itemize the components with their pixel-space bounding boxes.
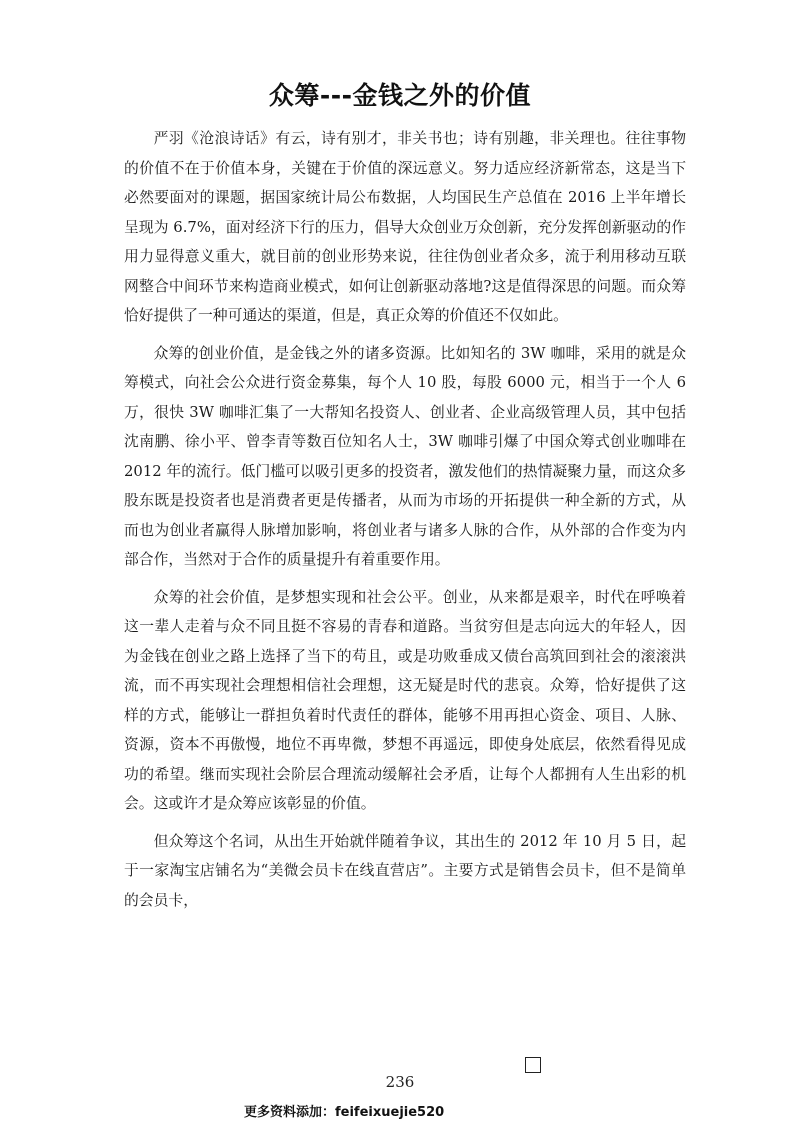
footer-note: 更多资料添加：feifeixuejie520 — [244, 1105, 445, 1120]
paragraph: 众筹的创业价值，是金钱之外的诸多资源。比如知名的 3W 咖啡，采用的就是众筹模式，向社会公众进行资金募集，每个人 10 股，每股 6000 元，相当于一个人 6 万，很快 3W 咖啡汇集了一大帮知名投资人、创业者、企业高级管理人员，其中包括沈南鹏、徐小平、曾李青等数百位知名人士，3W 咖啡引爆了中国众筹式创业咖啡在 2012 年的流行。低门槛可以吸引更多的投资者，激发他们的热情凝聚力量，而这众多股东既是投资者也是消费者更是传播者，从而为市场的开拓提供一种全新的方式，从而也为创业者赢得人脉增加影响，将创业者与诸多人脉的合作，从外部的合作变为内部合作，当然对于合作的质量提升有着重要作用。 — [124, 344, 686, 568]
document-title: 众筹---金钱之外的价值 — [268, 81, 532, 110]
paragraph: 但众筹这个名词，从出生开始就伴随着争议，其出生的 2012 年 10 月 5 日，起于一家淘宝店铺名为“美微会员卡在线直营店”。主要方式是销售会员卡，但不是简单的会员卡， — [124, 832, 686, 909]
paragraph: 严羽《沧浪诗话》有云，诗有别才，非关书也；诗有别趣，非关理也。往往事物的价值不在于价值本身，关键在于价值的深远意义。努力适应经济新常态，这是当下必然要面对的课题，据国家统计局公布数据，人均国民生产总值在 2016 上半年增长呈现为 6.7%，面对经济下行的压力，倡导大众创业万众创新，充分发挥创新驱动的作用力显得意义重大，就目前的创业形势来说，往往伪创业者众多，流于利用移动互联网整合中间环节来构造商业模式，如何让创新驱动落地?这是值得深思的问题。而众筹恰好提供了一种可通达的渠道，但是，真正众筹的价值还不仅如此。 — [124, 130, 686, 324]
paragraph: 众筹的社会价值，是梦想实现和社会公平。创业，从来都是艰辛，时代在呼唤着这一辈人走着与众不同且挺不容易的青春和道路。当贫穷但是志向远大的年轻人，因为金钱在创业之路上选择了当下的苟且，或是功败垂成又债台高筑回到社会的滚滚洪流，而不再实现社会理想相信社会理想，这无疑是时代的悲哀。众筹，恰好提供了这样的方式，能够让一群担负着时代责任的群体，能够不用再担心资金、项目、人脉、资源，资本不再傲慢，地位不再卑微，梦想不再遥远，即使身处底层，依然看得见成功的希望。继而实现社会阶层合理流动缓解社会矛盾，让每个人都拥有人生出彩的机会。这或许才是众筹应该彰显的价值。 — [124, 588, 686, 812]
page-number: 236 — [385, 1073, 415, 1091]
document-body — [124, 124, 686, 923]
page-marker-box — [525, 1057, 541, 1073]
